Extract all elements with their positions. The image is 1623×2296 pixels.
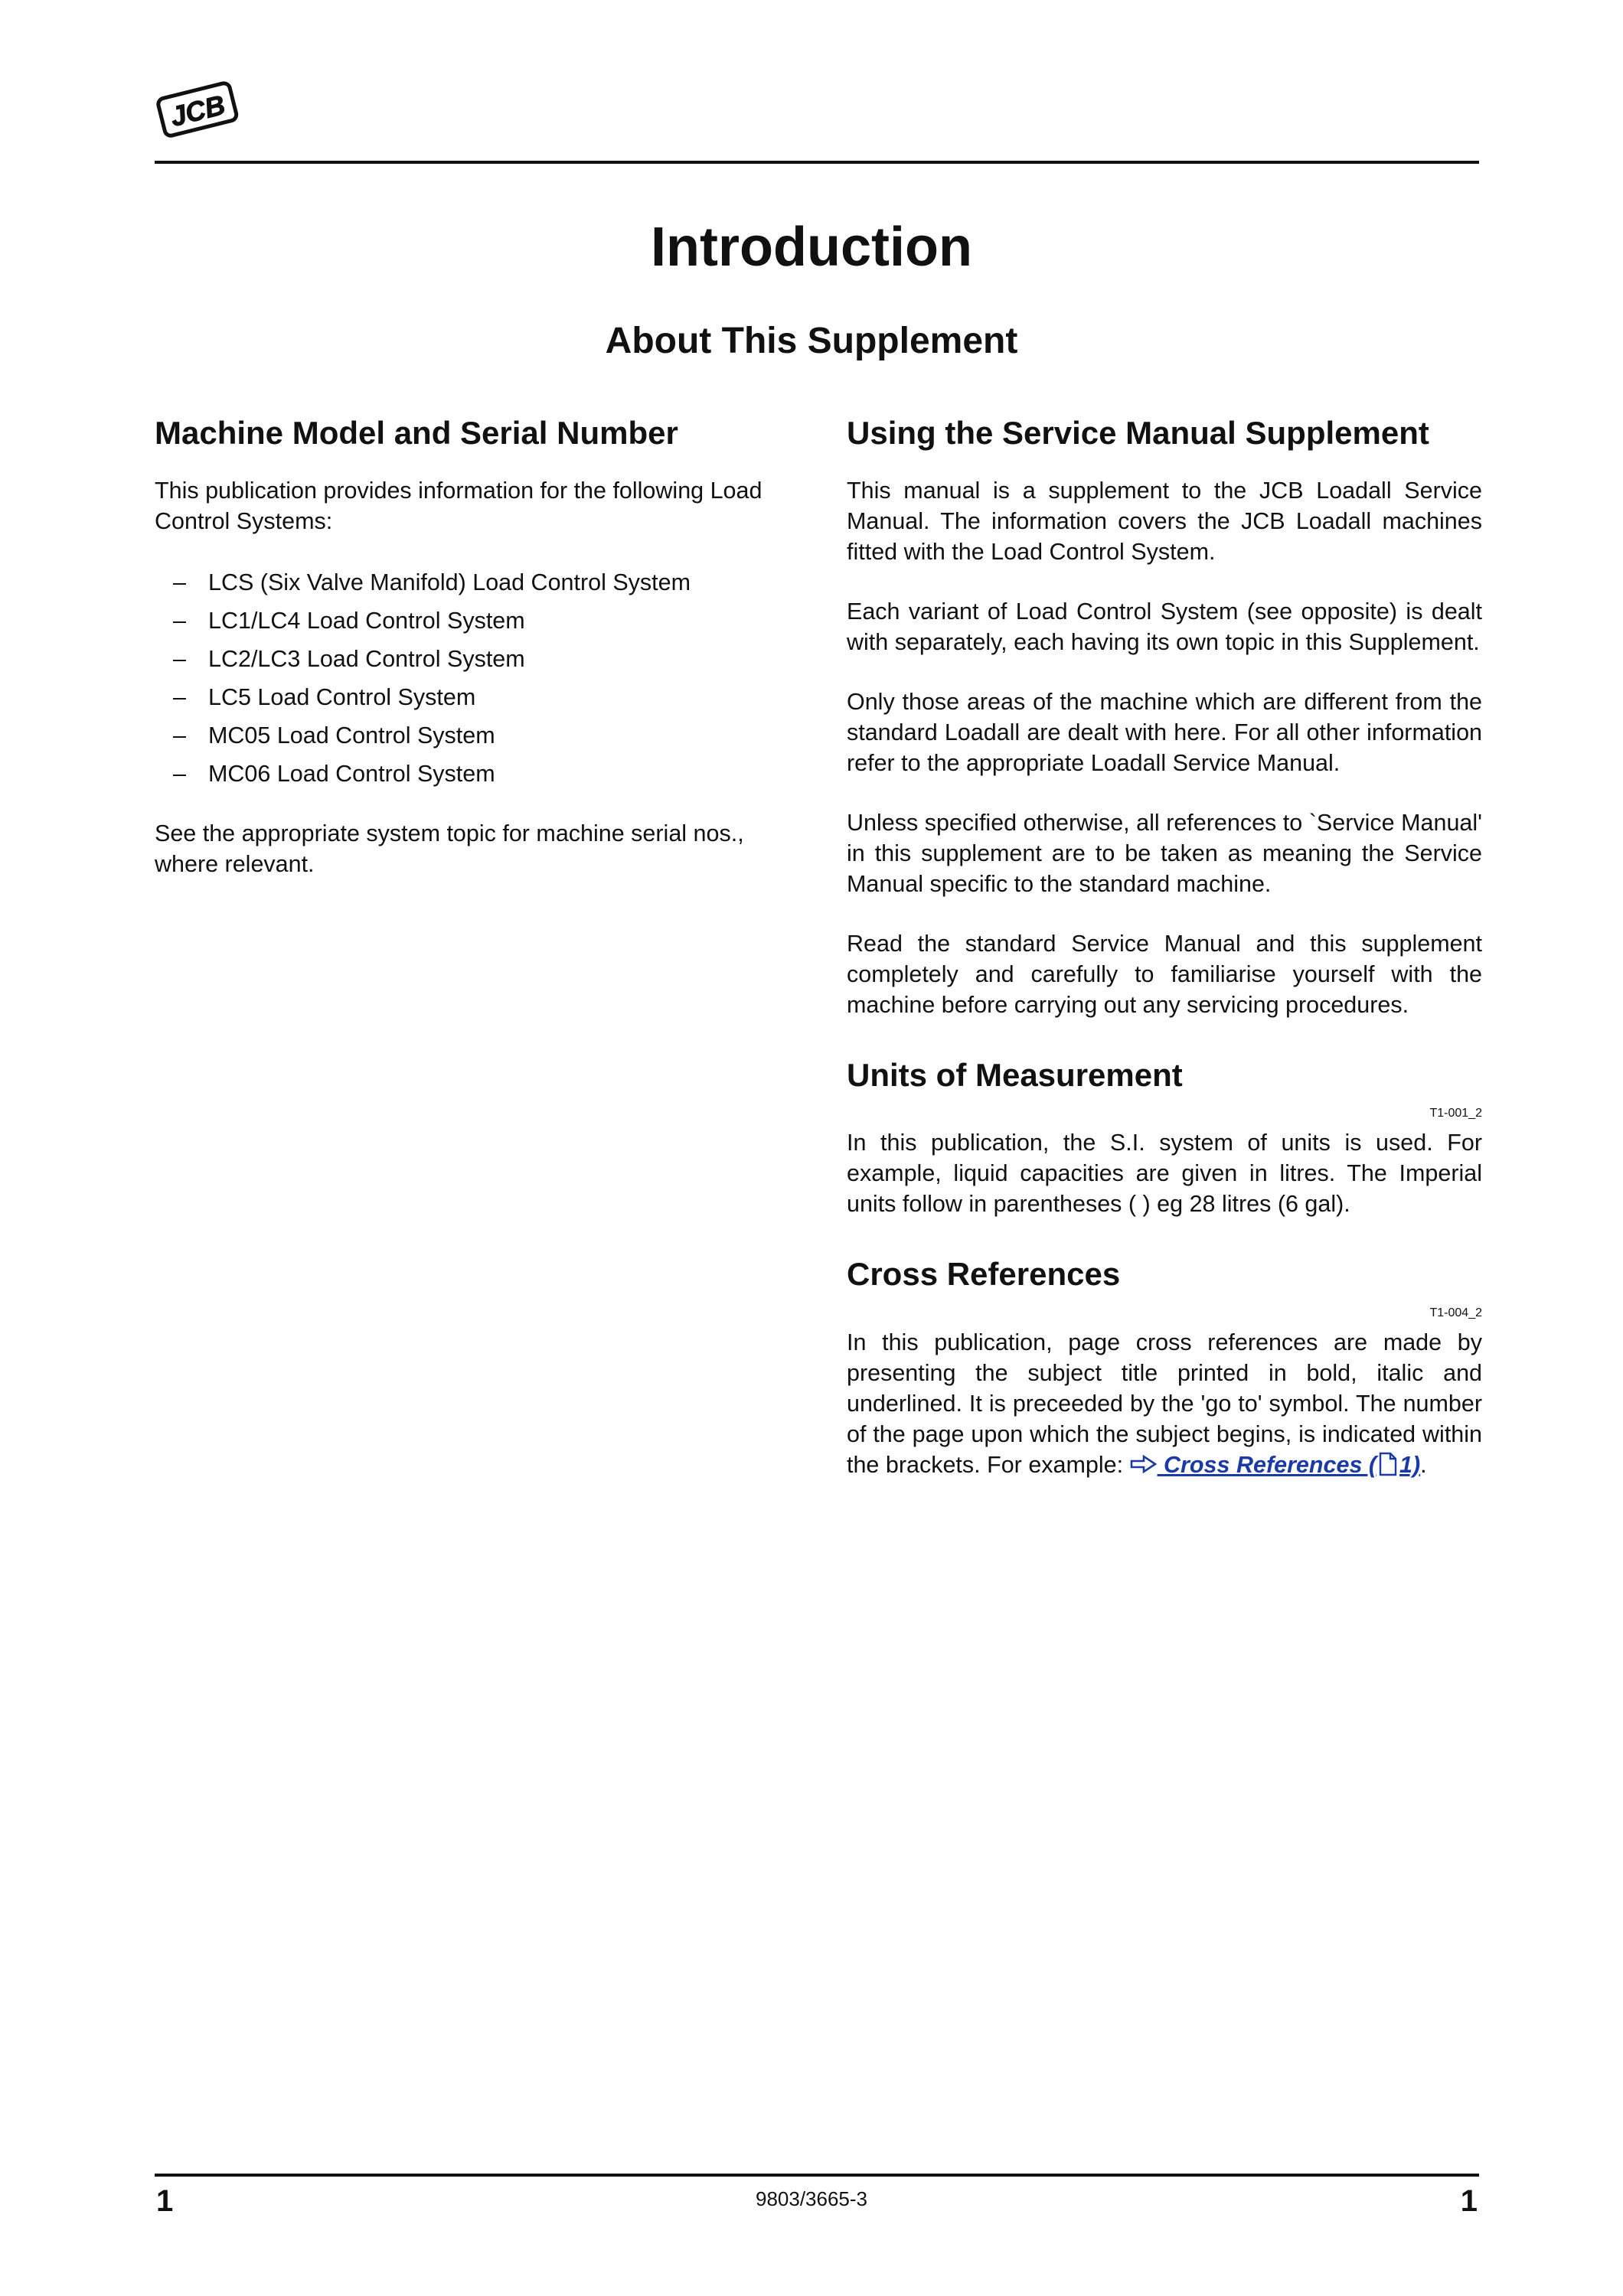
list-item	[155, 758, 790, 789]
list-dash: –	[173, 645, 186, 672]
list-item	[155, 605, 790, 636]
units-paragraph: In this publication, the S.I. system of units is used. For example, liquid capacities are given in litres. The Imperial units follow in parentheses ( ) eg 28 litres (6 gal).	[847, 1130, 1482, 1217]
machine-model-outro: See the appropriate system topic for machine serial nos., where relevant.	[155, 820, 744, 877]
cross-references-paragraph	[847, 1327, 1482, 1480]
using-paragraph: This manual is a supplement to the JCB Loadall Service Manual. The information covers the JCB Loadall machines fitted with the Load Control System.	[847, 477, 1482, 565]
list-dash: –	[173, 569, 186, 595]
list-item	[155, 682, 790, 713]
jcb-logo	[156, 73, 239, 147]
cross-reference-link-text: Cross References (	[1164, 1451, 1377, 1478]
cross-references-trailing: .	[1420, 1451, 1427, 1478]
page-icon	[1378, 1452, 1398, 1476]
document-code: 9803/3665-3	[755, 2187, 868, 2210]
footer-rule	[155, 2174, 1479, 2177]
using-paragraph: Unless specified otherwise, all references to `Service Manual' in this supplement are to be taken as meaning the Service Manual specific to the standard machine.	[847, 809, 1482, 897]
right-column	[847, 413, 1482, 1480]
using-paragraph: Read the standard Service Manual and this supplement completely and carefully to familiarise yourself with the machine before carrying out any servicing procedures.	[847, 930, 1482, 1018]
cross-references-topic-code: T1-004_2	[1429, 1306, 1482, 1319]
page-number-left: 1	[156, 2184, 174, 2218]
list-item-text: MC05 Load Control System	[208, 722, 495, 748]
machine-model-heading: Machine Model and Serial Number	[155, 415, 678, 451]
list-item-text: LCS (Six Valve Manifold) Load Control System	[208, 569, 691, 595]
cross-reference-link-page: 1)	[1399, 1451, 1421, 1478]
list-item-text: LC5 Load Control System	[208, 683, 476, 710]
cross-reference-link[interactable]	[1130, 1452, 1421, 1478]
load-control-systems-list	[155, 567, 790, 789]
list-item	[155, 720, 790, 751]
list-dash: –	[173, 607, 186, 634]
page-title: Introduction	[651, 217, 972, 278]
list-item	[155, 567, 790, 598]
list-item-text: MC06 Load Control System	[208, 760, 495, 787]
page-subtitle: About This Supplement	[605, 321, 1018, 361]
list-item-text: LC1/LC4 Load Control System	[208, 607, 525, 634]
machine-model-intro: This publication provides information for the following Load Control Systems:	[155, 477, 763, 534]
list-item	[155, 644, 790, 674]
list-dash: –	[173, 683, 186, 710]
logo-text: JCB	[167, 88, 229, 133]
units-heading: Units of Measurement	[847, 1056, 1183, 1093]
header-rule	[155, 161, 1479, 164]
left-column	[155, 413, 790, 879]
list-dash: –	[173, 760, 186, 787]
cross-references-heading: Cross References	[847, 1256, 1121, 1292]
list-item-text: LC2/LC3 Load Control System	[208, 645, 525, 672]
list-dash: –	[173, 722, 186, 748]
using-supplement-heading: Using the Service Manual Supplement	[847, 415, 1429, 451]
goto-arrow-icon	[1130, 1454, 1158, 1474]
cross-references-text: In this publication, page cross references are made by presenting the subject title printed in bold, italic and underlined. It is preceeded by the 'go to' symbol. The number of the page upon which the subject begins, is indicated within the brackets. For example:	[847, 1329, 1482, 1478]
using-paragraph: Only those areas of the machine which are different from the standard Loadall are dealt with here. For all other information refer to the appropriate Loadall Service Manual.	[847, 688, 1482, 776]
using-paragraph: Each variant of Load Control System (see opposite) is dealt with separately, each having its own topic in this Supplement.	[847, 598, 1482, 655]
units-topic-code: T1-001_2	[1429, 1107, 1482, 1120]
page-number-right: 1	[1460, 2184, 1478, 2218]
